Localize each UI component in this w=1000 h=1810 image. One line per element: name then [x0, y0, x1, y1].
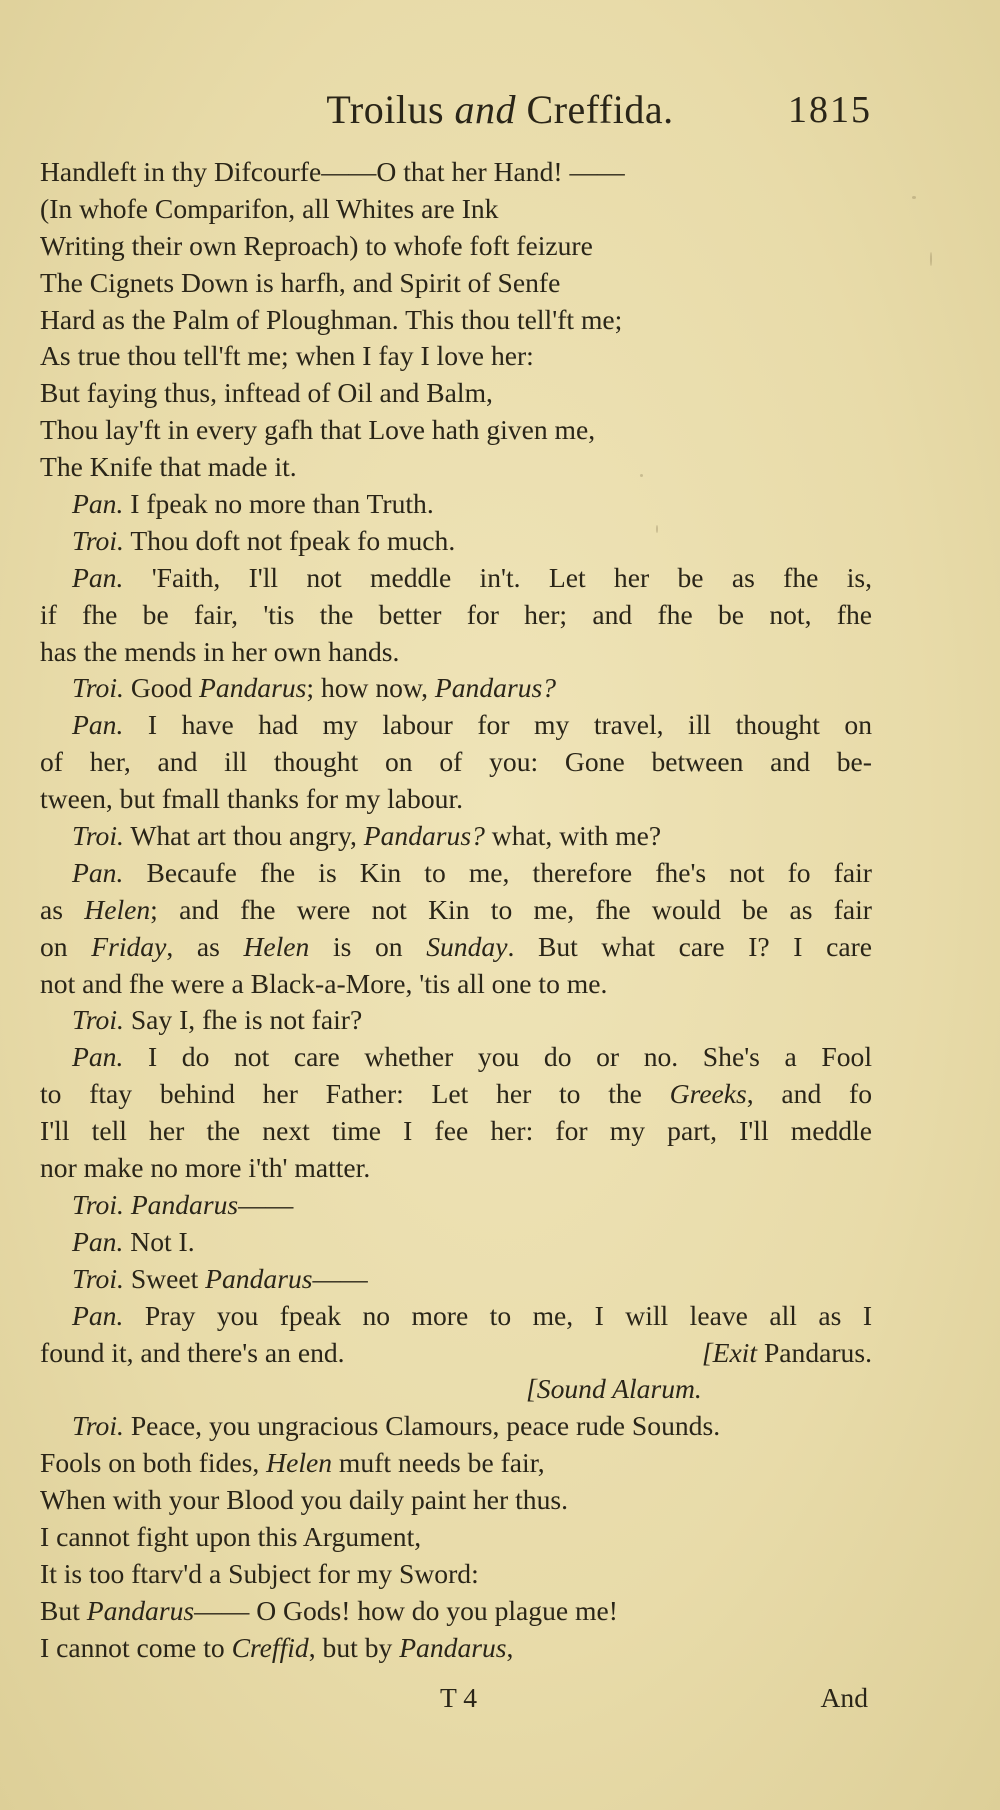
text-line — [40, 855, 872, 892]
line-text: I cannot come to — [40, 1631, 225, 1663]
italic-name: Helen — [266, 1447, 333, 1479]
line-text: But — [40, 1594, 80, 1626]
speaker-prefix: Pan. — [72, 1299, 124, 1331]
line-text: , and fo — [746, 1078, 872, 1110]
line-text: But faying thus, inftead of Oil and Balm, — [40, 377, 493, 409]
page-footer — [0, 1682, 1000, 1722]
catchword: And — [820, 1682, 868, 1713]
italic-name: Sunday — [426, 930, 508, 962]
line-text: , — [506, 1631, 514, 1663]
text-line — [40, 1076, 872, 1113]
text-line — [40, 597, 872, 634]
text-line — [40, 966, 872, 1003]
line-text: , but by — [308, 1631, 393, 1663]
line-text: nor make no more i'th' matter. — [40, 1152, 371, 1184]
speaker-prefix: Troi. — [72, 1262, 124, 1294]
line-text: Handleft in thy Difcourfe——O that her Hand! —— — [40, 156, 625, 187]
signature-mark: T 4 — [440, 1682, 478, 1713]
stage-direction: [Sound Alarum. — [526, 1373, 702, 1405]
italic-name: Greeks — [669, 1078, 747, 1110]
text-line — [40, 228, 872, 265]
text-line — [40, 1593, 872, 1630]
line-text: is on — [309, 930, 403, 962]
line-text: , as — [166, 930, 220, 962]
line-text: —— O Gods! how do you plague me! — [194, 1594, 618, 1626]
text-line — [40, 781, 872, 818]
italic-name: Pandarus? — [434, 672, 557, 704]
text-line — [40, 818, 872, 855]
text-line — [40, 375, 872, 412]
text-line — [40, 302, 872, 339]
text-line — [40, 1519, 872, 1556]
text-line — [40, 560, 872, 597]
line-text: I fpeak no more than Truth. — [130, 488, 434, 520]
line-text: Thou doft not fpeak fo much. — [130, 524, 456, 556]
line-text: I have had my labour for my travel, ill thought on — [147, 709, 872, 741]
stage-direction-verb: [Exit — [701, 1336, 758, 1368]
page-number: 1815 — [788, 89, 872, 131]
line-text: of her, and ill thought on of you: Gone between and be- — [40, 746, 872, 778]
line-text: I cannot fight upon this Argument, — [40, 1520, 422, 1552]
text-line — [40, 338, 872, 375]
text-line — [40, 670, 872, 707]
speaker-prefix: Pan. — [72, 488, 124, 520]
text-line — [40, 1261, 872, 1298]
line-text: tween, but fmall thanks for my labour. — [40, 783, 464, 815]
line-text: Pray you fpeak no more to me, I will leave all as I — [144, 1299, 873, 1331]
paper-speck — [930, 252, 932, 266]
italic-name: Helen — [84, 893, 151, 925]
speaker-prefix: Pan. — [72, 856, 124, 888]
line-text: Thou lay'ft in every gafh that Love hath given me, — [40, 414, 596, 446]
line-text: Good — [130, 672, 193, 704]
stage-direction-name: Pandarus. — [763, 1336, 872, 1368]
line-text: not and fhe were a Black-a-More, 'tis all one to me. — [40, 967, 608, 999]
text-line — [40, 1113, 872, 1150]
paper-speck — [656, 525, 658, 533]
text-line — [40, 1002, 872, 1039]
text-line — [40, 1335, 872, 1372]
text-line — [40, 1224, 872, 1261]
text-line — [40, 486, 872, 523]
title-part-2: Creffida. — [526, 87, 674, 132]
speaker-prefix: Troi. — [72, 672, 124, 704]
text-line — [40, 634, 872, 671]
text-line — [40, 1371, 872, 1408]
text-line — [40, 744, 872, 781]
italic-name: Helen — [243, 930, 310, 962]
paper-speck — [912, 196, 916, 199]
line-text: has the mends in her own hands. — [40, 635, 400, 667]
italic-name: Pandarus — [205, 1262, 313, 1294]
text-line — [40, 1039, 872, 1076]
italic-name: Pandarus — [86, 1594, 195, 1626]
text-line — [40, 154, 872, 191]
title-and: and — [454, 87, 517, 132]
line-text: I do not care whether you do or no. She's a Fool — [147, 1041, 872, 1073]
line-text: ; and fhe were not Kin to me, fhe would be as fair — [150, 893, 872, 925]
line-text: The Cignets Down is harfh, and Spirit of Senfe — [40, 266, 561, 298]
text-line — [40, 1150, 872, 1187]
italic-name: Creffid — [231, 1631, 309, 1663]
line-text: Becaufe fhe is Kin to me, therefore fhe's not fo fair — [146, 856, 872, 888]
stage-direction — [702, 1335, 872, 1372]
line-text: on — [40, 930, 68, 962]
italic-name: Pandarus — [399, 1631, 507, 1663]
running-header — [0, 86, 1000, 146]
text-line — [40, 1482, 872, 1519]
text-line — [40, 1298, 872, 1335]
text-line — [40, 1630, 872, 1667]
line-text: When with your Blood you daily paint her thus. — [40, 1484, 569, 1516]
line-text: to ftay behind her Father: Let her to the — [40, 1078, 642, 1110]
line-text: ; how now, — [306, 672, 428, 704]
line-text: —— — [238, 1188, 294, 1220]
line-text: if fhe be fair, 'tis the better for her; and fhe be not, fhe — [40, 598, 872, 630]
text-line — [40, 892, 872, 929]
italic-name: Pandarus — [130, 1188, 239, 1220]
text-line — [40, 1408, 872, 1445]
line-text: muft needs be fair, — [332, 1447, 545, 1479]
line-text: Say I, fhe is not fair? — [130, 1004, 363, 1036]
speaker-prefix: Pan. — [72, 561, 124, 593]
line-text: Fools on both fides, — [40, 1447, 260, 1479]
text-line — [40, 1187, 872, 1224]
speaker-prefix: Pan. — [72, 1225, 124, 1257]
line-text: Not I. — [130, 1225, 195, 1257]
line-text: Writing their own Reproach) to whofe foft feizure — [40, 229, 593, 261]
speaker-prefix: Troi. — [72, 1410, 124, 1442]
line-text: What art thou angry, — [130, 820, 357, 852]
paper-speck — [640, 474, 643, 477]
text-line — [40, 707, 872, 744]
text-line — [40, 191, 872, 228]
speaker-prefix: Troi. — [72, 820, 124, 852]
line-text: I'll tell her the next time I fee her: for my part, I'll meddle — [40, 1115, 872, 1147]
title-part-1: Troilus — [326, 87, 445, 132]
speaker-prefix: Troi. — [72, 1004, 124, 1036]
line-text: what, with me? — [484, 820, 662, 852]
line-text: . But what care I? I care — [507, 930, 873, 962]
line-text: (In whofe Comparifon, all Whites are Ink — [40, 192, 499, 224]
italic-name: Pandarus — [199, 672, 307, 704]
line-text: —— — [312, 1262, 368, 1294]
speaker-prefix: Troi. — [72, 1188, 124, 1220]
line-text: Peace, you ungracious Clamours, peace rude Sounds. — [130, 1410, 721, 1442]
italic-name: Pandarus? — [363, 820, 485, 852]
text-line — [40, 1445, 872, 1482]
speaker-prefix: Troi. — [72, 524, 124, 556]
text-line — [40, 265, 872, 302]
text-line — [40, 929, 872, 966]
line-text: It is too ftarv'd a Subject for my Sword: — [40, 1557, 479, 1589]
line-text: The Knife that made it. — [40, 451, 297, 483]
line-text: found it, and there's an end. — [40, 1336, 345, 1368]
play-text — [40, 154, 872, 1667]
speaker-prefix: Pan. — [72, 1041, 124, 1073]
text-line — [40, 1556, 872, 1593]
line-text: 'Faith, I'll not meddle in't. Let her be as fhe is, — [151, 561, 872, 593]
line-text: as — [40, 893, 63, 925]
italic-name: Friday — [91, 930, 167, 962]
text-line — [40, 449, 872, 486]
line-text: As true thou tell'ft me; when I fay I love her: — [40, 340, 534, 372]
line-text: Sweet — [130, 1262, 199, 1294]
speaker-prefix: Pan. — [72, 709, 124, 741]
text-line — [40, 523, 872, 560]
line-text: Hard as the Palm of Ploughman. This thou tell'ft me; — [40, 303, 623, 335]
text-line — [40, 412, 872, 449]
